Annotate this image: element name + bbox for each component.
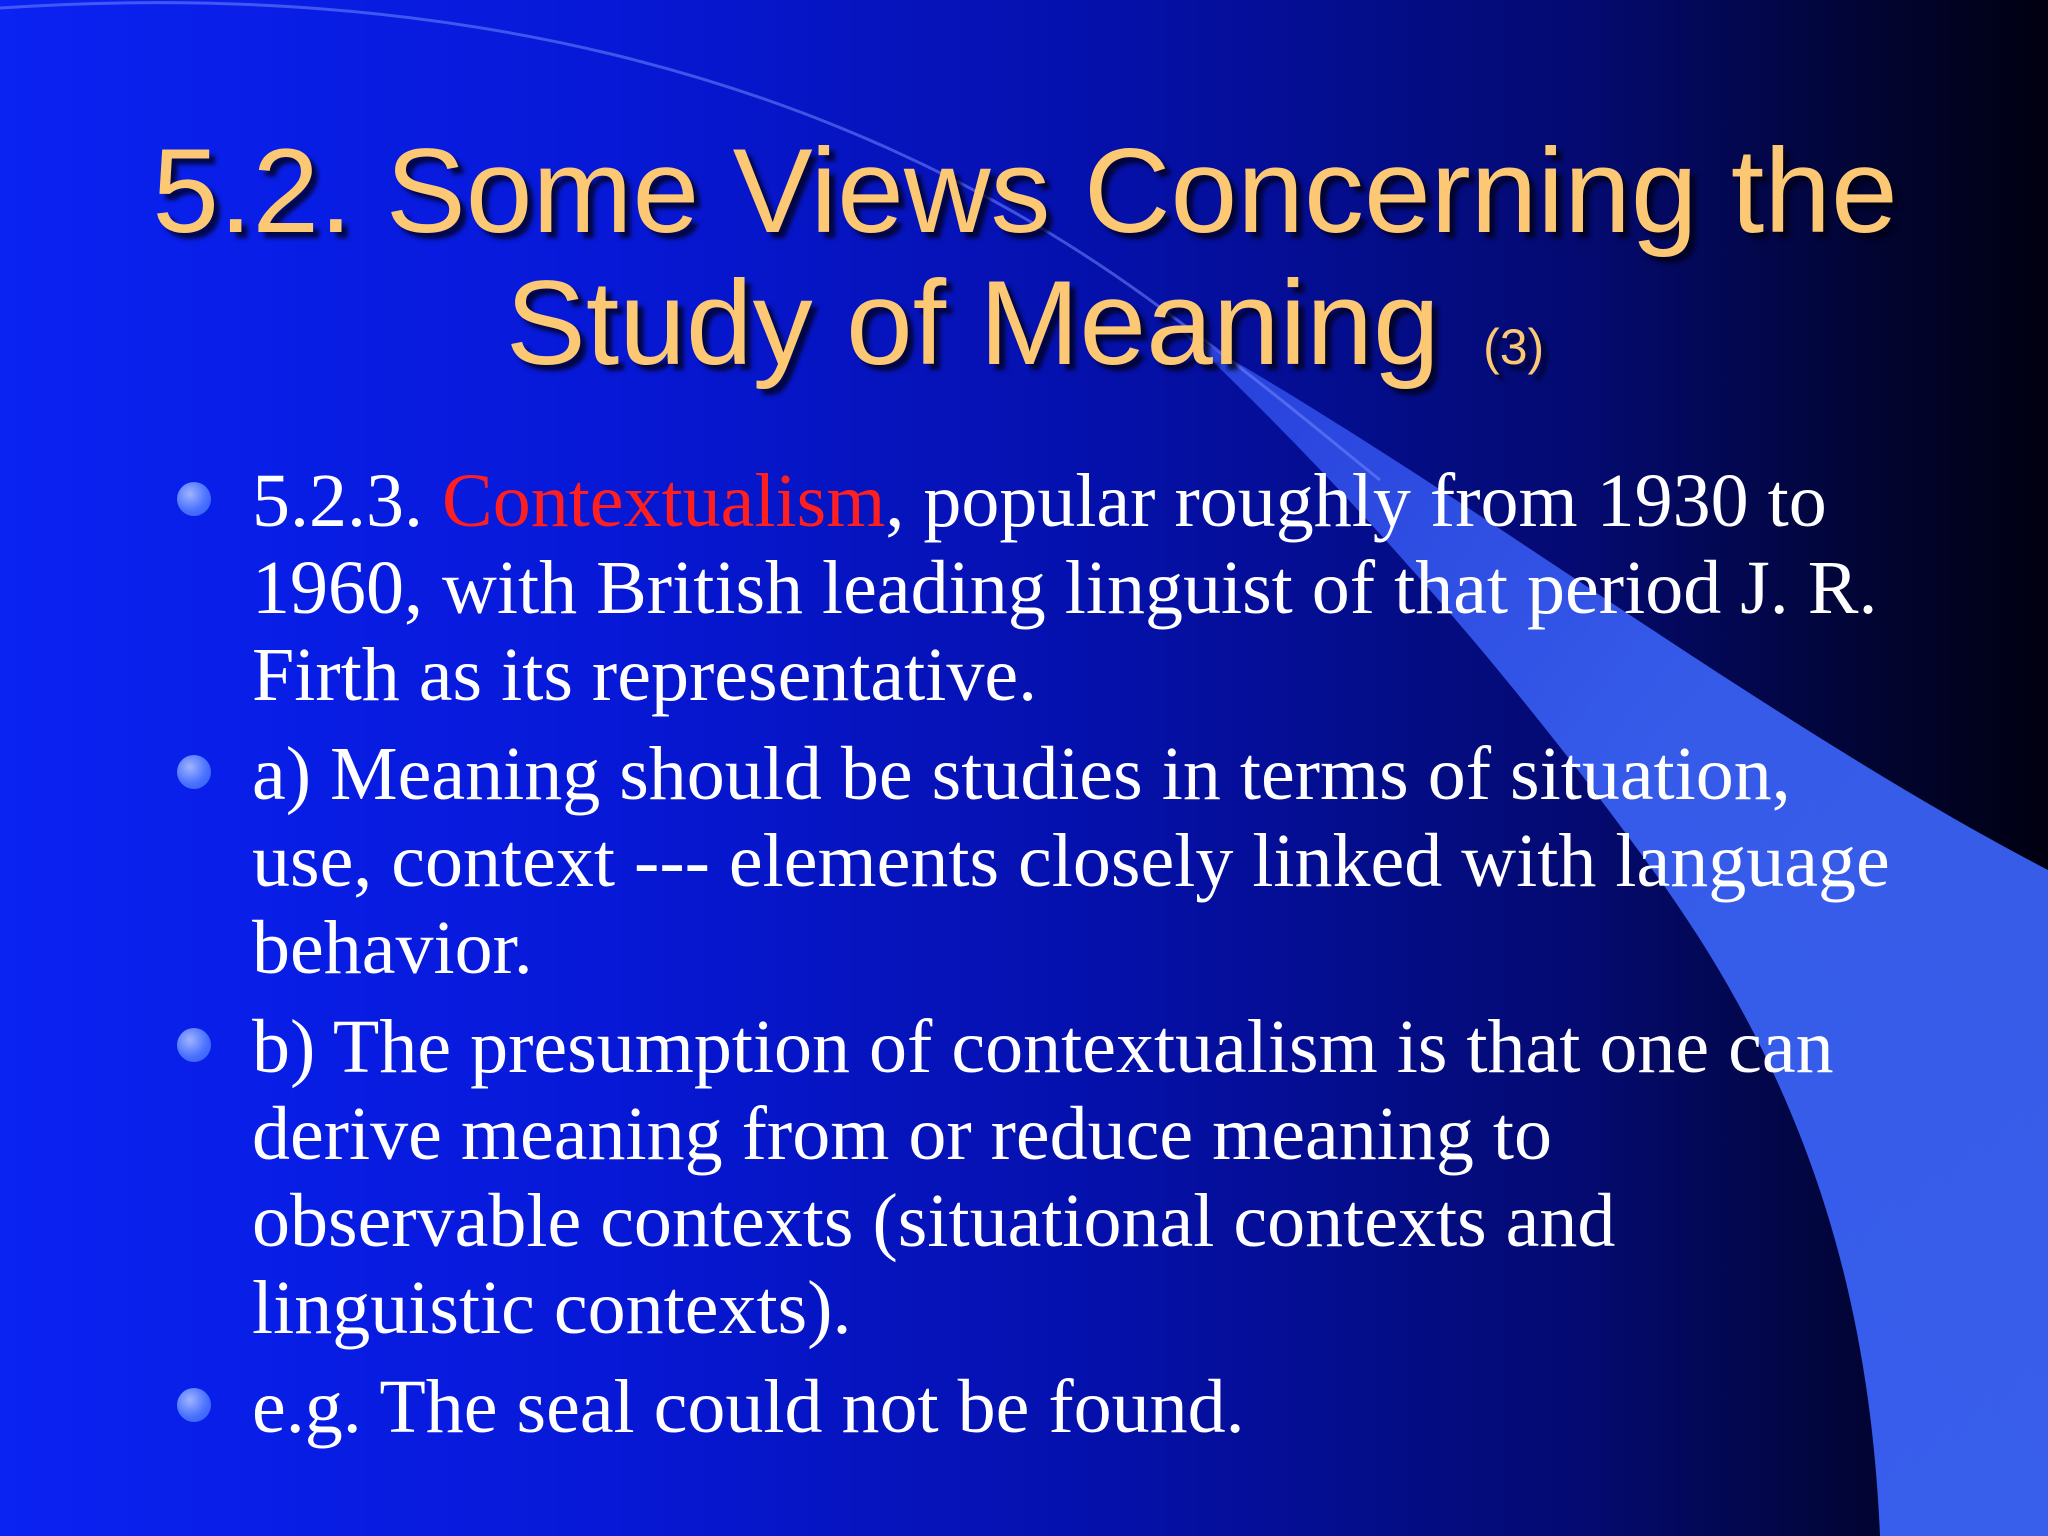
bullet-list bbox=[175, 458, 1895, 1463]
bullet-item-a bbox=[175, 731, 1895, 992]
bullet-text-prefix: 5.2.3. bbox=[252, 459, 442, 543]
bullet-item-example bbox=[175, 1364, 1895, 1451]
bullet-dot-icon bbox=[177, 482, 211, 516]
bullet-text: e.g. The seal could not be found. bbox=[252, 1365, 1245, 1449]
bullet-item-contextualism bbox=[175, 458, 1895, 719]
slide-title bbox=[100, 125, 1950, 413]
highlighted-term: Contextualism bbox=[442, 459, 886, 543]
slide-title-main: 5.2. Some Views Concerning the Study of Meaning bbox=[152, 124, 1898, 390]
bullet-text: b) The presumption of contextualism is that one can derive meaning from or reduce meaning to observable contexts (situational contexts and linguistic contexts). bbox=[252, 1005, 1834, 1350]
bullet-item-b bbox=[175, 1004, 1895, 1352]
bullet-dot-icon bbox=[177, 1388, 211, 1422]
slide-title-part-number: (3) bbox=[1483, 319, 1545, 375]
bullet-dot-icon bbox=[177, 755, 211, 789]
bullet-dot-icon bbox=[177, 1028, 211, 1062]
bullet-text: a) Meaning should be studies in terms of situation, use, context --- elements closely linked with language behavior. bbox=[252, 732, 1890, 990]
bullet-text: , popular roughly from 1930 to 1960, with British leading linguist of that period J. R. Firth as its representative. bbox=[252, 459, 1878, 717]
